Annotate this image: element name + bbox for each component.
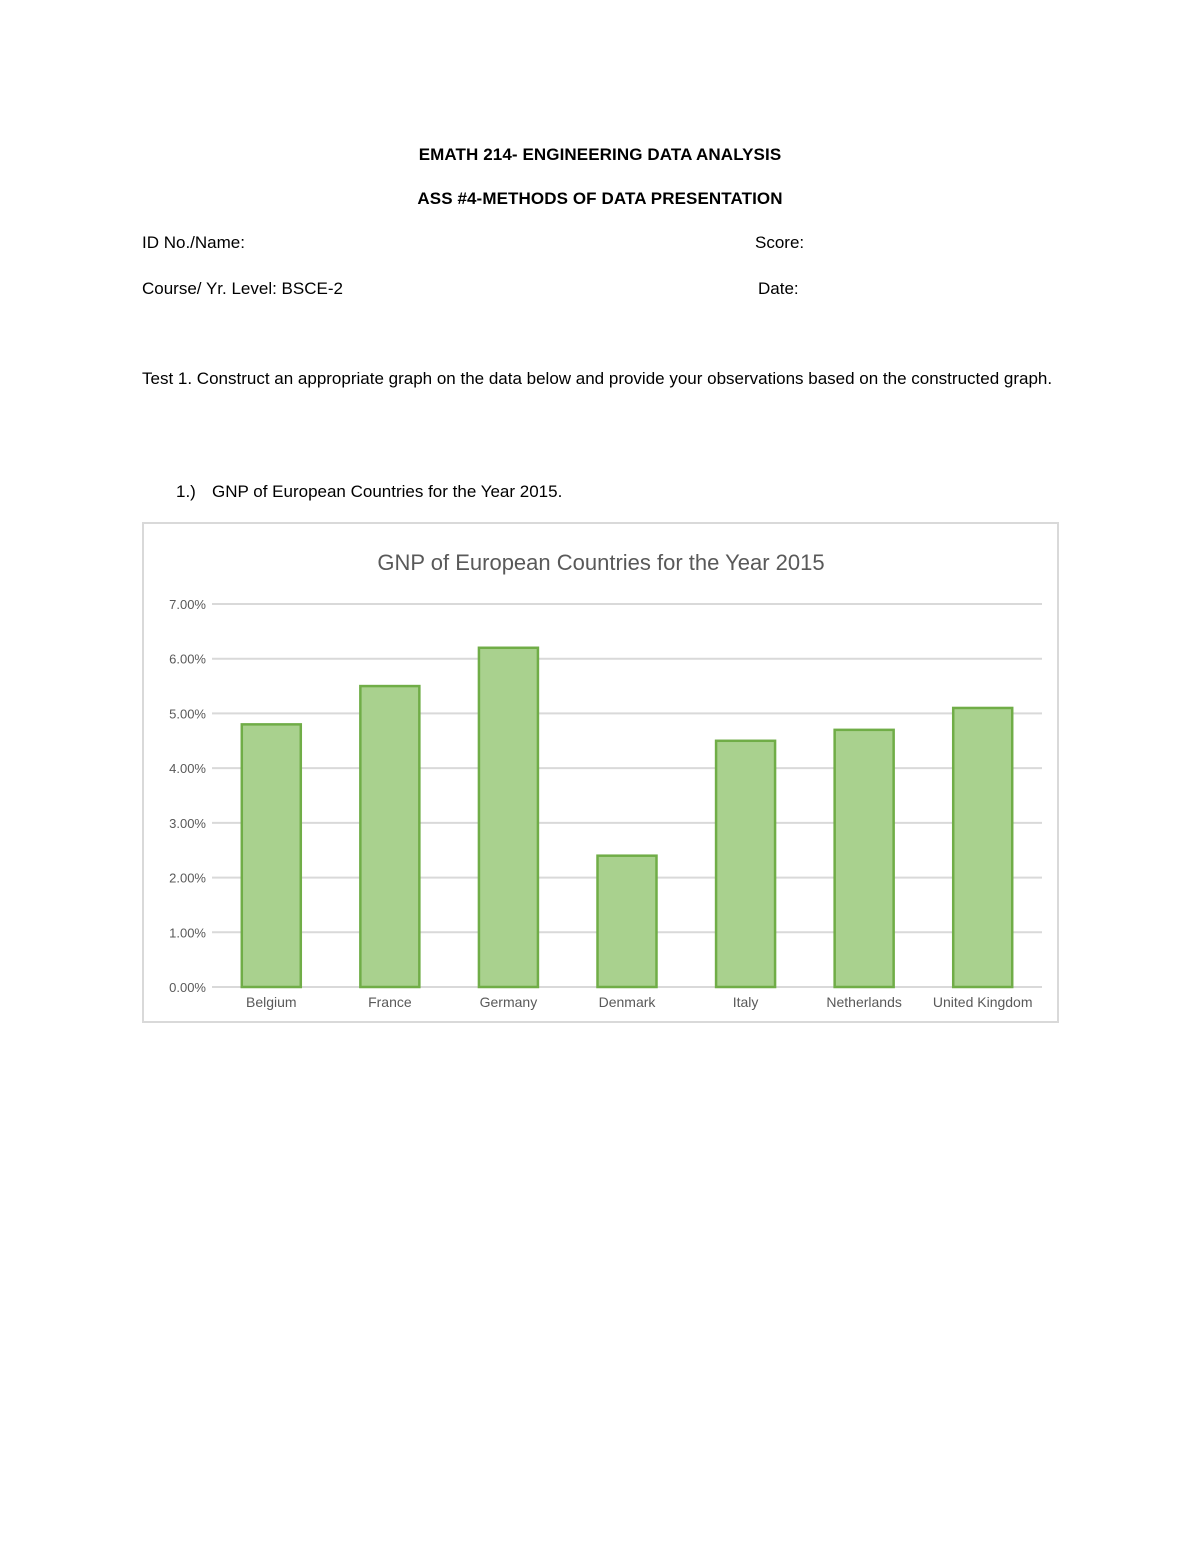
bars bbox=[242, 648, 1012, 987]
y-tick-label: 6.00% bbox=[169, 651, 206, 667]
chart-frame bbox=[142, 522, 1059, 1023]
course-level-label: Course/ Yr. Level: BSCE-2 bbox=[142, 279, 343, 298]
y-tick-label: 1.00% bbox=[169, 925, 206, 941]
assignment-title: ASS #4-METHODS OF DATA PRESENTATION bbox=[417, 189, 783, 208]
course-title: EMATH 214- ENGINEERING DATA ANALYSIS bbox=[418, 145, 782, 164]
bar-denmark bbox=[598, 856, 657, 987]
y-tick-label: 7.00% bbox=[169, 597, 206, 612]
x-category-label: Germany bbox=[479, 994, 538, 1010]
date-label: Date: bbox=[758, 279, 799, 298]
x-category-label: Belgium bbox=[245, 994, 297, 1010]
x-axis-categories bbox=[246, 994, 1033, 1010]
y-axis-ticks bbox=[169, 597, 206, 995]
question-number: 1.) bbox=[176, 482, 196, 501]
bar-germany bbox=[479, 648, 538, 987]
test-instructions: Test 1. Construct an appropriate graph on the data below and provide your observations based on the constructed graph. bbox=[142, 369, 1053, 388]
score-label: Score: bbox=[755, 233, 805, 252]
bar-netherlands bbox=[835, 730, 894, 987]
y-tick-label: 2.00% bbox=[169, 870, 206, 886]
id-name-label: ID No./Name: bbox=[142, 233, 245, 252]
y-tick-label: 0.00% bbox=[169, 980, 206, 995]
y-tick-label: 5.00% bbox=[169, 706, 206, 722]
bar-belgium bbox=[242, 724, 301, 987]
bar-france bbox=[360, 686, 419, 987]
chart-title: GNP of European Countries for the Year 2015 bbox=[377, 550, 825, 575]
y-tick-label: 4.00% bbox=[169, 761, 206, 777]
x-category-label: Netherlands bbox=[826, 994, 902, 1010]
x-category-label: France bbox=[368, 994, 412, 1010]
question-text: GNP of European Countries for the Year 2015. bbox=[212, 482, 563, 501]
bar-chart bbox=[144, 524, 1057, 1021]
bar-italy bbox=[716, 741, 775, 987]
bar-united-kingdom bbox=[953, 708, 1012, 987]
x-category-label: Italy bbox=[732, 994, 759, 1010]
question-item bbox=[176, 482, 562, 502]
y-tick-label: 3.00% bbox=[169, 815, 206, 831]
x-category-label: Denmark bbox=[598, 994, 656, 1010]
x-category-label: United Kingdom bbox=[932, 994, 1033, 1010]
